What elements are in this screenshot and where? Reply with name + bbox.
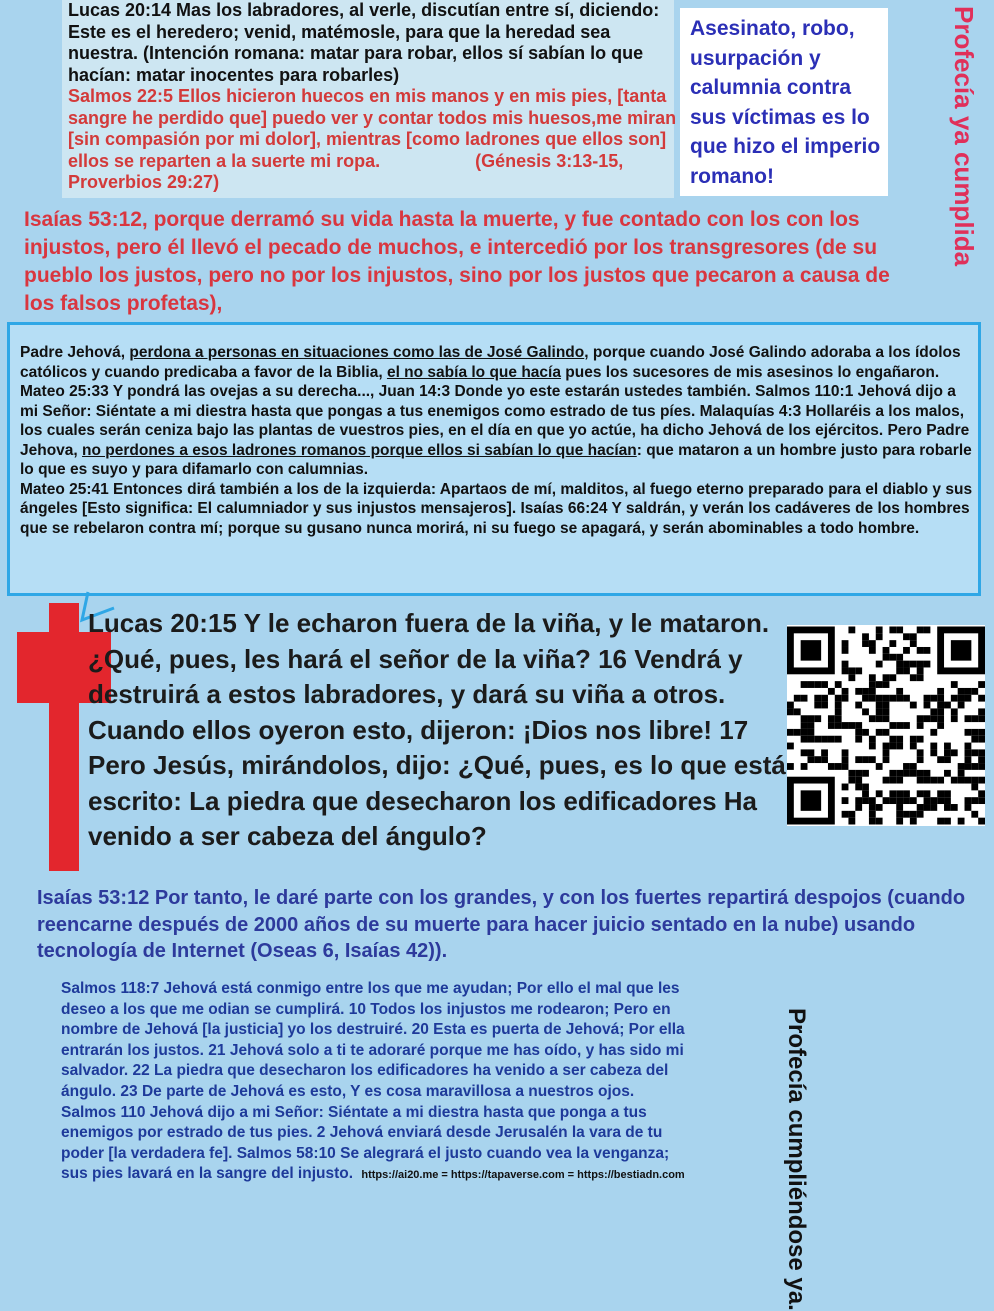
lucas-20-15-text: Lucas 20:15 Y le echaron fuera de la viña, y le mataron. ¿Qué, pues, les hará el señor de la viña? 16 Vendrá y destruirá a estos labradores, y dará su viña a otros. Cuando ellos oyeron esto, dijeron: ¡Dios nos libre! 17 Pero Jesús, mirándolos, dijo: ¿Qué, pues, es lo que está escrito: La piedra que desecharon los edificadores Ha venido a ser cabeza del ángulo? (88, 608, 786, 851)
vertical-heading-top: Profecía ya cumplida (949, 6, 979, 267)
vertical-heading-bottom: Profecía cumpliéndose ya. (783, 1008, 810, 1311)
lucas-20-14-text: Lucas 20:14 Mas los labradores, al verle, discutían entre sí, diciendo: Este es el heredero; venid, matémosle, para que la heredad sea nuestra. (Intención romana: matar para robar, ellos sí sabían lo que hacían: matar inocentes para robarles) (68, 0, 660, 85)
salmos-22-text (68, 86, 678, 194)
isaias-53-12-blue-text: Isaías 53:12 Por tanto, le daré parte con los grandes, y con los fuertes repartirá despojos (cuando reencarne después de 2000 años de su muerte para hacer juicio sentado en la nube) usando tecnología de Internet (Oseas 6, Isaías 42)). (37, 887, 966, 962)
side-note-text: Asesinato, robo, usurpación y calumnia contra sus víctimas es lo que hizo el imperio romano! (690, 17, 881, 188)
salmos-118-text (61, 979, 691, 1186)
qr-code-icon (787, 625, 985, 826)
prayer-part-1: Padre Jehová, (20, 344, 130, 361)
prayer-part-3: pues los sucesores de mis asesinos lo engañaron. Mateo 25:33 Y pondrá las ovejas a su derecha..., Juan 14:3 Donde yo este estarán ustedes también. Salmos 110:1 Jehová dijo a mi Señor: Siéntate a mi diestra hasta que pongas a tus enemigos como estrado de tus píes. Malaquías 4:3 Hollaréis a los malos, los cuales serán ceniza bajo las plantas de vuestros pies, en el día en que yo actúe, ha dicho Jehová de los ejércitos. Pero Padre Jehova, (20, 363, 970, 459)
salmos-22-body: Salmos 22:5 Ellos hicieron huecos en mis manos y en mis pies, [tanta sangre he perdido que] puedo ver y contar todos mis huesos,me miran [sin compasión por mi dolor], mientras [como ladrones que ellos son] ellos se reparten a la suerte mi ropa. (68, 86, 677, 171)
salmos-22-reference: (Génesis 3:13-15, Proverbios 29:27) (68, 150, 624, 192)
prayer-underline-3: no perdones a esos ladrones romanos porque ellos si sabían lo que hacían (82, 441, 637, 459)
isaias-53-12-red-text: Isaías 53:12, porque derramó su vida hasta la muerte, y fue contado con los con los injustos, pero él llevó el pecado de muchos, e intercedió por los transgresores (de su pueblo los justos, pero no por los injustos, sino por los justos que pecaron a causa de los falsos profetas), (24, 208, 890, 315)
salmos-118-body: Salmos 118:7 Jehová está conmigo entre los que me ayudan; Por ello el mal que les deseo a los que me odian se cumplirá. 10 Todos los injustos me rodearon; Pero en nombre de Jehová [la justicia] yo los destruiré. 20 Esta es puerta de Jehová; Por ella entrarán los justos. 21 Jehová solo a ti te adoraré porque me has oído, y has sido mi salvador. 22 La piedra que desecharon los edificadores ha venido a ser cabeza del ángulo. 23 De parte de Jehová es esto, Y es cosa maravillosa a nuestros ojos. Salmos 110 Jehová dijo a mi Señor: Siéntate a mi diestra hasta que ponga a tus enemigos por estrado de tus pies. 2 Jehová enviará desde Jerusalén la vara de tu poder [la verdadera fe]. Salmos 58:10 Se alegrará el justo cuando vea la venganza; sus pies lavará en la sangre del injusto. (61, 980, 685, 1183)
prayer-underline-1: perdona a personas en situaciones como las de José Galindo (129, 344, 585, 361)
prayer-part-5: Mateo 25:41 Entonces dirá también a los de la izquierda: Apartaos de mí, malditos, al fuego eterno preparado para el diablo y sus ángeles [Esto significa: El calumniador y sus injustos mensajeros]. Isaías 66:24 Y saldrán, y verán los cadáveres de los hombres que se rebelaron contra mí; porque su gusano nunca morirá, ni su fuego se apagará, y serán abominables a todo hombre. (20, 480, 973, 537)
prayer-part-4: : que mataron a un hombre justo para robarle lo que es suyo y para difamarlo con calumnias. (20, 441, 972, 478)
prayer-part-2: , porque cuando José Galindo adoraba a los ídolos católicos y cuando predicaba a favor de la Biblia, (20, 344, 961, 381)
prayer-underline-2: el no sabía lo que hacía (386, 363, 561, 381)
website-links: https://ai20.me = https://tapaverse.com = https://bestiadn.com (361, 1169, 685, 1182)
prayer-text (20, 343, 978, 538)
